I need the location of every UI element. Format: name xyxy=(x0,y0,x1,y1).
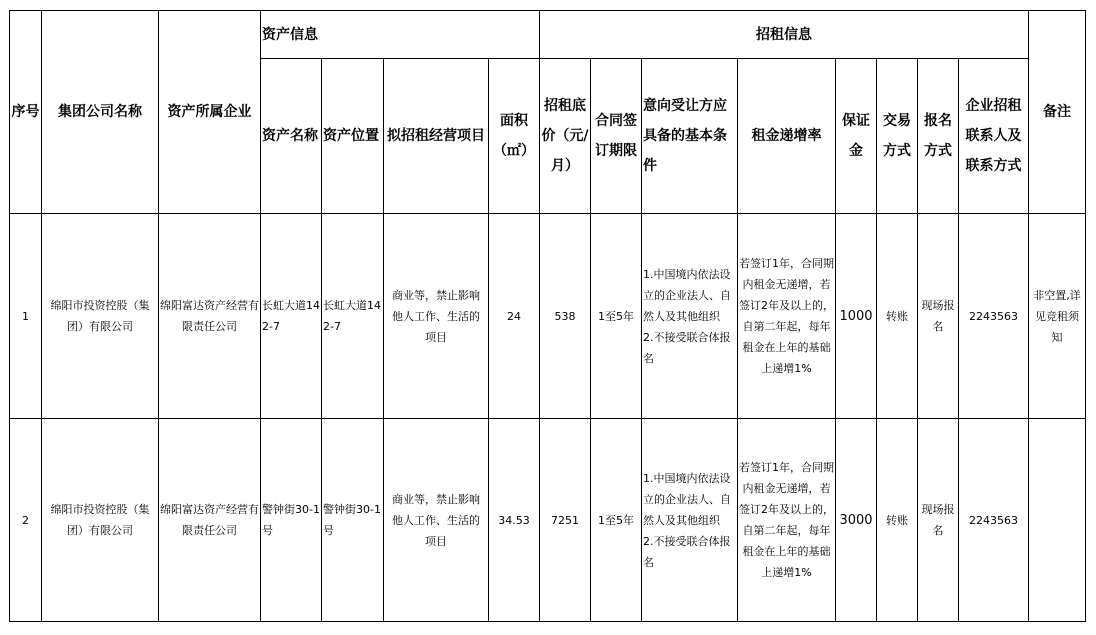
cell-term: 1至5年 xyxy=(591,419,642,622)
header-deposit: 保证金 xyxy=(836,59,877,214)
cell-asset-name: 警钟街30-1号 xyxy=(261,419,322,622)
cell-base-price: 7251 xyxy=(540,419,591,622)
cell-asset-name: 长虹大道142-7 xyxy=(261,214,322,419)
cell-seq: 1 xyxy=(10,214,42,419)
header-remark: 备注 xyxy=(1029,11,1086,214)
header-seq: 序号 xyxy=(10,11,42,214)
cell-seq: 2 xyxy=(10,419,42,622)
lease-table xyxy=(9,10,1086,622)
header-signup: 报名方式 xyxy=(918,59,959,214)
cell-payment: 转账 xyxy=(877,214,918,419)
cell-deposit: 3000 xyxy=(836,419,877,622)
header-business: 拟招租经营项目 xyxy=(384,59,489,214)
cell-conditions xyxy=(642,214,738,419)
cell-company: 绵阳富达资产经营有限责任公司 xyxy=(159,214,261,419)
cell-signup: 现场报名 xyxy=(918,419,959,622)
cell-contact: 2243563 xyxy=(959,214,1029,419)
cell-group: 绵阳市投资控股（集团）有限公司 xyxy=(42,419,159,622)
header-group: 集团公司名称 xyxy=(42,11,159,214)
cell-payment: 转账 xyxy=(877,419,918,622)
header-increase: 租金递增率 xyxy=(738,59,836,214)
header-term: 合同签订期限 xyxy=(591,59,642,214)
header-asset-info: 资产信息 xyxy=(261,11,540,59)
header-payment: 交易方式 xyxy=(877,59,918,214)
cell-remark: 非空置,详见竞租须知 xyxy=(1029,214,1086,419)
header-base-price: 招租底价（元/月） xyxy=(540,59,591,214)
cell-remark xyxy=(1029,419,1086,622)
cell-term: 1至5年 xyxy=(591,214,642,419)
cell-increase: 若签订1年，合同期内租金无递增，若签订2年及以上的，自第二年起，每年租金在上年的基础上递增1% xyxy=(738,419,836,622)
cell-group: 绵阳市投资控股（集团）有限公司 xyxy=(42,214,159,419)
table-row xyxy=(10,419,1086,622)
cell-business: 商业等，禁止影响他人工作、生活的项目 xyxy=(384,214,489,419)
header-company: 资产所属企业 xyxy=(159,11,261,214)
condition-2: 2.不接受联合体报名 xyxy=(643,330,731,365)
cell-area: 24 xyxy=(489,214,540,419)
table-row xyxy=(10,214,1086,419)
cell-contact: 2243563 xyxy=(959,419,1029,622)
header-conditions: 意向受让方应具备的基本条件 xyxy=(642,59,738,214)
condition-1: 1.中国境内依法设立的企业法人、自然人及其他组织 xyxy=(643,267,731,323)
cell-asset-location: 警钟街30-1号 xyxy=(322,419,384,622)
header-asset-location: 资产位置 xyxy=(322,59,384,214)
cell-area: 34.53 xyxy=(489,419,540,622)
header-contact: 企业招租联系人及联系方式 xyxy=(959,59,1029,214)
cell-deposit: 1000 xyxy=(836,214,877,419)
header-area: 面积（㎡） xyxy=(489,59,540,214)
header-lease-info: 招租信息 xyxy=(540,11,1029,59)
condition-1: 1.中国境内依法设立的企业法人、自然人及其他组织 xyxy=(643,471,731,527)
condition-2: 2.不接受联合体报名 xyxy=(643,534,731,569)
cell-business: 商业等，禁止影响他人工作、生活的项目 xyxy=(384,419,489,622)
header-asset-name: 资产名称 xyxy=(261,59,322,214)
cell-base-price: 538 xyxy=(540,214,591,419)
cell-conditions xyxy=(642,419,738,622)
cell-asset-location: 长虹大道142-7 xyxy=(322,214,384,419)
cell-increase: 若签订1年，合同期内租金无递增，若签订2年及以上的，自第二年起，每年租金在上年的基础上递增1% xyxy=(738,214,836,419)
cell-company: 绵阳富达资产经营有限责任公司 xyxy=(159,419,261,622)
cell-signup: 现场报名 xyxy=(918,214,959,419)
